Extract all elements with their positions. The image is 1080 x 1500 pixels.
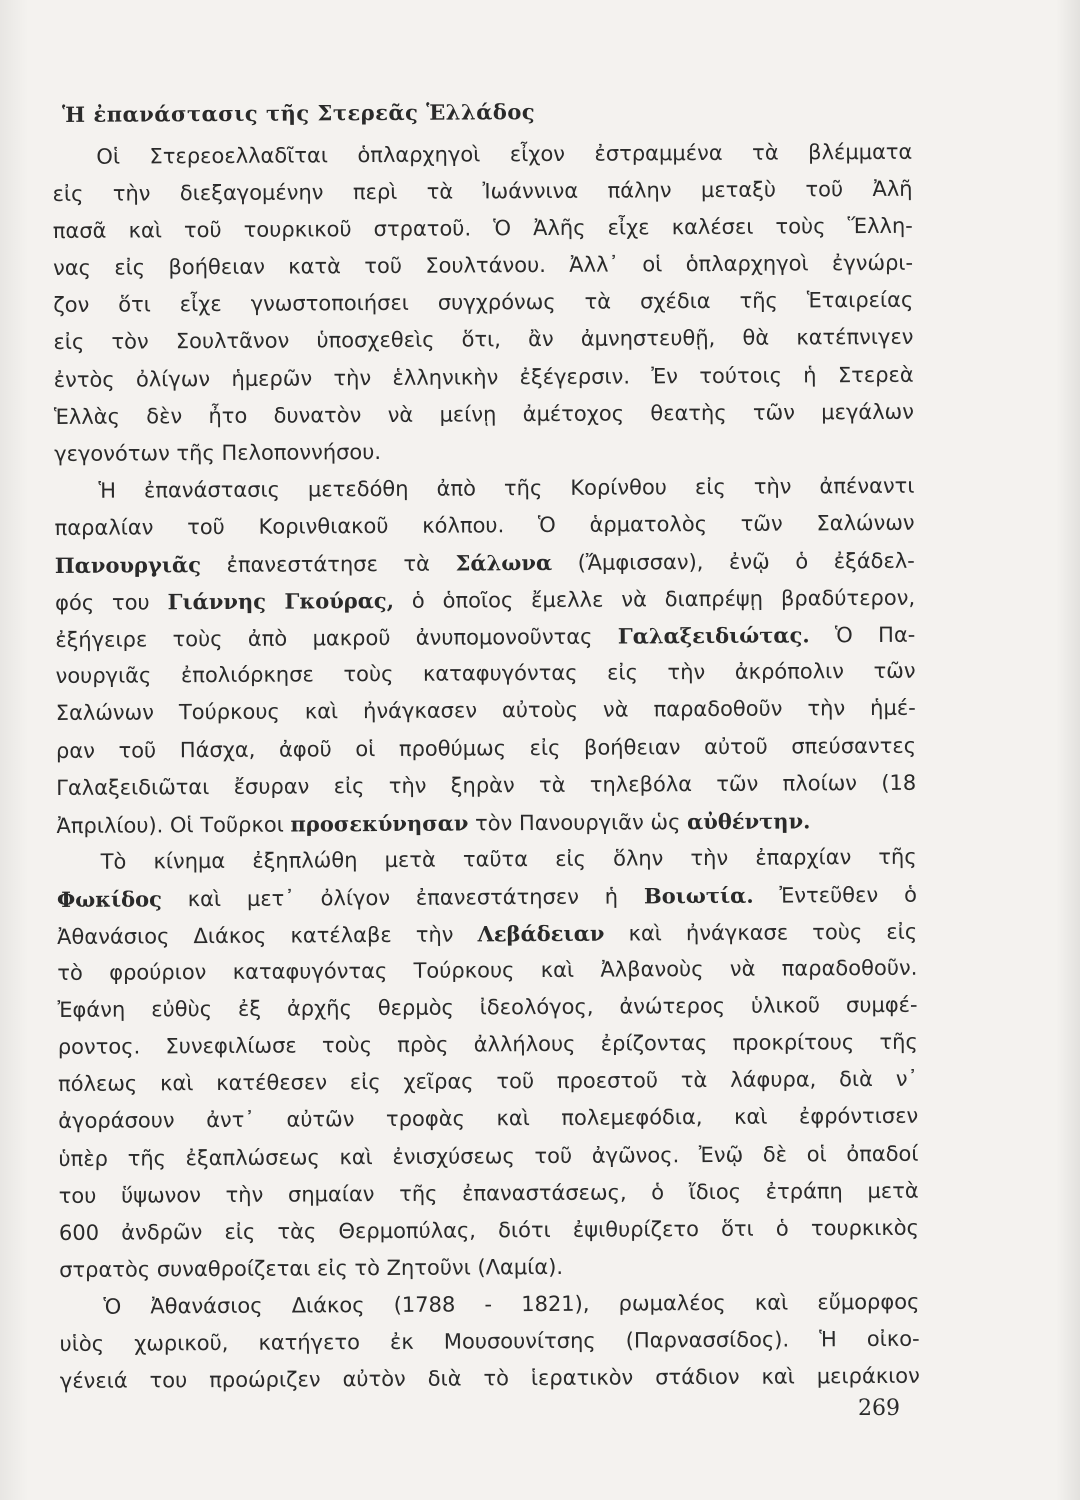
text-run: καὶ μετ᾽ ὀλίγον ἐπανεστάτησεν ἡ: [161, 884, 645, 912]
text-line: εἰς τὴν διεξαγομένην περὶ τὰ Ἰωάννινα πάλην μεταξὺ τοῦ Ἀλῆ: [52, 176, 913, 207]
text-line: ραν τοῦ Πάσχα, ἀφοῦ οἱ προθύμως εἰς βοήθειαν αὐτοῦ σπεύσαντες: [55, 733, 917, 763]
text-line: ἐντὸς ὀλίγων ἡμερῶν τὴν ἑλληνικὴν ἐξέγερσιν. Ἐν τούτοις ἡ Στερεὰ: [53, 362, 914, 392]
text-line: [56, 801, 916, 843]
text-line: ὑπὲρ τῆς ἐξαπλώσεως καὶ ἐνισχύσεως τοῦ ἀγῶνος. Ἐνῷ δὲ οἱ ὀπαδοί: [58, 1141, 919, 1171]
bold-term: αὐθέντην.: [686, 808, 811, 834]
section-heading: Ἡ ἐπανάστασις τῆς Στερεᾶς Ἑλλάδος: [62, 99, 536, 127]
text-run: ἐξήγειρε τοὺς ἀπὸ μακροῦ ἀνυπομονοῦντας: [55, 624, 618, 653]
text-line: Οἱ Στερεοελλαδῖται ὁπλαρχηγοὶ εἶχον ἐστραμμένα τὰ βλέμματα: [96, 139, 913, 169]
paragraph-4: [59, 1284, 920, 1401]
text-line: στρατὸς συναθροίζεται εἰς τὸ Ζητοῦνι (Λαμία).: [59, 1254, 564, 1282]
text-run: τὸν Πανουργιᾶν ὡς: [468, 809, 688, 836]
text-line: Ἐφάνη εὐθὺς ἐξ ἀρχῆς θερμὸς ἰδεολόγος, ἀνώτερος ὑλικοῦ συμφέ-: [57, 992, 918, 1023]
page-number: 269: [858, 1396, 900, 1421]
text-line: υἱὸς χωρικοῦ, κατήγετο ἐκ Μουσουνίτσης (Παρνασσίδος). Ἡ οἰκο-: [59, 1326, 920, 1356]
text-run: Ὁ Πα-: [809, 622, 916, 648]
bold-place: Σάλωνα: [455, 549, 553, 576]
text-run: ἐπανεστάτησε τὰ: [200, 551, 456, 578]
text-run: Ἀθανάσιος Διάκος κατέλαβε τὴν: [57, 922, 478, 949]
paragraph-2: [54, 468, 916, 844]
text-line: [57, 913, 917, 955]
text-line: παραλίαν τοῦ Κορινθιακοῦ κόλπου. Ὁ ἁρματολὸς τῶν Σαλώνων: [54, 510, 915, 540]
text-line: Ἑλλὰς δὲν ἦτο δυνατὸν νὰ μείνῃ ἀμέτοχος θεατὴς τῶν μεγάλων: [53, 399, 915, 429]
text-line: Ἡ ἐπανάστασις μετεδόθη ἀπὸ τῆς Κορίνθου εἰς τὴν ἀπέναντι: [98, 473, 915, 503]
text-line: [57, 876, 917, 918]
text-line: γένειά του προώριζεν αὐτὸν διὰ τὸ ἱερατικὸν στάδιον καὶ μειράκιον: [59, 1363, 920, 1394]
text-line: νουργιᾶς ἐπολιόρκησε τοὺς καταφυγόντας εἰς τὴν ἀκρόπολιν τῶν: [55, 659, 916, 689]
text-line: του ὕψωνον τὴν σημαίαν τῆς ἐπαναστάσεως, ὁ ἴδιος ἐτράπη μετὰ: [58, 1178, 919, 1208]
text-line: νας εἰς βοήθειαν κατὰ τοῦ Σουλτάνου. Ἀλλ᾽ οἱ ὁπλαρχηγοὶ ἐγνώρι-: [52, 251, 914, 281]
bold-name: Γιάννης Γκούρας,: [167, 588, 395, 615]
text-line: [55, 579, 915, 621]
text-line: Γαλαξειδιῶται ἔσυραν εἰς τὴν ξηρὰν τὰ τηλεβόλα τῶν πλοίων (18: [56, 770, 917, 800]
text-line: ροντος. Συνεφιλίωσε τοὺς πρὸς ἀλλήλους ἐρίζοντας προκρίτους τῆς: [57, 1029, 918, 1060]
paragraph-1: [52, 134, 914, 473]
text-run: (Ἄμφισσαν), ἐνῷ ὁ ἐξάδελ-: [551, 548, 915, 575]
text-line: ἀγοράσουν ἀντ᾽ αὐτῶν τροφὰς καὶ πολεμεφόδια, καὶ ἐφρόντισεν: [58, 1104, 919, 1134]
text-line: [55, 616, 915, 658]
text-line: Ὁ Ἀθανάσιος Διάκος (1788 - 1821), ρωμαλέος καὶ εὔμορφος: [103, 1289, 920, 1319]
bold-name: Γαλαξειδιώτας.: [617, 622, 810, 649]
bold-place: Λεβάδειαν: [477, 920, 605, 947]
text-line: Σαλώνων Τούρκους καὶ ἠνάγκασεν αὐτοὺς νὰ παραδοθοῦν τὴν ἡμέ-: [55, 696, 916, 726]
text-line: πόλεως καὶ κατέθεσεν εἰς χεῖρας τοῦ προεστοῦ τὰ λάφυρα, διὰ ν᾽: [57, 1067, 919, 1097]
bold-place: Βοιωτία.: [643, 882, 754, 909]
text-line: εἰς τὸν Σουλτᾶνον ὑποσχεθεὶς ὅτι, ἂν ἀμνηστευθῇ, θὰ κατέπνιγεν: [53, 325, 914, 355]
text-line: γεγονότων τῆς Πελοποννήσου.: [54, 439, 382, 466]
text-line: 600 ἀνδρῶν εἰς τὰς Θερμοπύλας, διότι ἐψιθυρίζετο ὅτι ὁ τουρκικὸς: [58, 1215, 920, 1245]
text-line: [55, 542, 915, 584]
text-line: ζον ὅτι εἶχε γνωστοποιήσει συγχρόνως τὰ σχέδια τῆς Ἑταιρείας: [53, 288, 914, 318]
page-text: [52, 91, 920, 1400]
text-run: καὶ ἠνάγκασε τοὺς εἰς: [604, 919, 918, 946]
bold-place: Φωκίδος: [56, 886, 162, 912]
paragraph-3: [57, 839, 920, 1289]
text-line: πασᾶ καὶ τοῦ τουρκικοῦ στρατοῦ. Ὁ Ἀλῆς εἶχε καλέσει τοὺς Ἕλλη-: [52, 213, 913, 244]
text-line: Τὸ κίνημα ἐξηπλώθη μετὰ ταῦτα εἰς ὅλην τὴν ἐπαρχίαν τῆς: [100, 844, 917, 874]
text-run: Ἀπριλίου). Οἱ Τοῦρκοι: [56, 812, 291, 838]
bold-name: Πανουργιᾶς: [54, 552, 202, 579]
text-run: Ἐντεῦθεν ὁ: [753, 882, 917, 908]
text-line: τὸ φρούριον καταφυγόντας Τούρκους καὶ Ἀλβανοὺς νὰ παραδοθοῦν.: [57, 955, 918, 986]
text-run: φός του: [55, 590, 168, 616]
text-run: ὁ ὁποῖος ἔμελλε νὰ διαπρέψῃ βραδύτερον,: [393, 585, 916, 614]
bold-term: προσεκύνησαν: [290, 810, 469, 837]
